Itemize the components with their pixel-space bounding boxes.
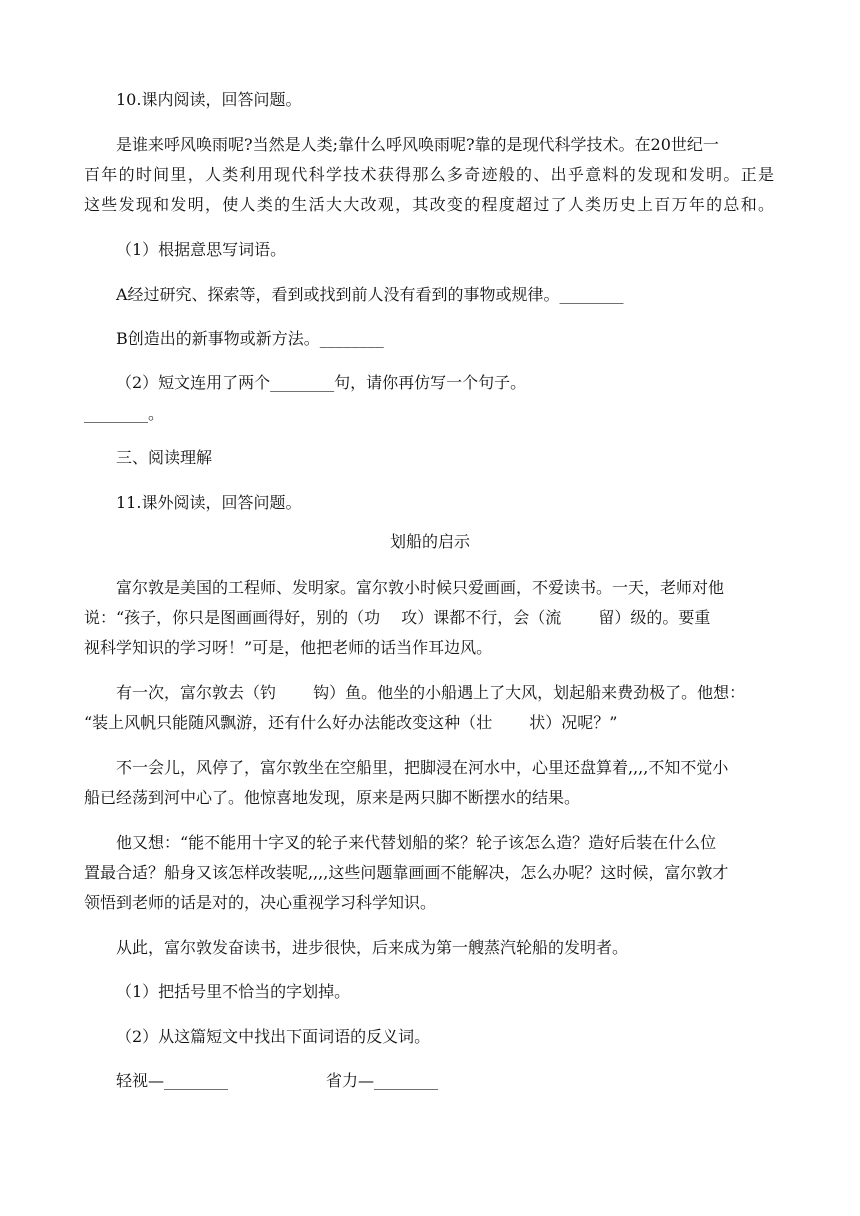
antonym-1: 轻视—________ (116, 1071, 229, 1090)
q11-p1-line-2: 说：“孩子，你只是图画画得好，别的（功 攻）课都不行，会（流 留）级的。要重 (84, 608, 711, 627)
q10-passage-line-1: 是谁来呼风唤雨呢?当然是人类;靠什么呼风唤雨呢?靠的是现代科学技术。在20世纪一 (116, 135, 719, 154)
q11-p4-line-3: 领悟到老师的话是对的，决心重视学习科学知识。 (84, 893, 437, 912)
q10-heading: 10.课内阅读，回答问题。 (116, 90, 302, 109)
q11-p4-line-1: 他又想：“能不能用十字叉的轮子来代替划船的桨？轮子该怎么造？造好后装在什么位 (116, 833, 717, 852)
section-3-heading: 三、阅读理解 (116, 448, 213, 467)
q11-p2-line-2: “装上风帆只能随风飘游，还有什么好办法能改变这种（壮 状）况呢？” (84, 713, 618, 732)
q11-heading: 11.课外阅读，回答问题。 (116, 493, 302, 512)
q11-p1-line-3: 视科学知识的学习呀！”可是，他把老师的话当作耳边风。 (84, 638, 493, 657)
q10-sub1-a: A经过研究、探索等，看到或找到前人没有看到的事物或规律。________ (116, 285, 624, 304)
q10-passage-line-3: 这些发现和发明，使人类的生活大大改观，其改变的程度超过了人类历史上百万年的总和。 (84, 195, 774, 214)
q11-p5: 从此，富尔敦发奋读书，进步很快，后来成为第一艘蒸汽轮船的发明者。 (116, 938, 629, 957)
q10-sub1: （1）根据意思写词语。 (116, 240, 287, 259)
q10-sub2: （2）短文连用了两个________句，请你再仿写一个句子。 (116, 373, 527, 392)
q11-title: 划船的启示 (389, 532, 470, 551)
q10-sub1-b: B创造出的新事物或新方法。________ (116, 329, 384, 348)
q11-p1-line-1: 富尔敦是美国的工程师、发明家。富尔敦小时候只爱画画，不爱读书。一天，老师对他 (116, 578, 725, 597)
q11-p3-line-1: 不一会儿，风停了，富尔敦坐在空船里，把脚浸在河水中，心里还盘算着,,,,不知不觉小 (116, 758, 729, 777)
q11-p3-line-2: 船已经荡到河中心了。他惊喜地发现，原来是两只脚不断摆水的结果。 (84, 788, 581, 807)
q11-sub1: （1）把括号里不恰当的字划掉。 (116, 982, 351, 1001)
q11-p4-line-2: 置最合适？船身又该怎样改装呢,,,,这些问题靠画画不能解决，怎么办呢？这时候，富尔敦才 (84, 863, 729, 882)
antonym-2: 省力—________ (326, 1071, 439, 1090)
q11-sub2: （2）从这篇短文中找出下面词语的反义词。 (116, 1027, 431, 1046)
q10-passage-line-2: 百年的时间里，人类利用现代科学技术获得那么多奇迹般的、出乎意料的发现和发明。正是 (84, 165, 774, 184)
q11-p2-line-1: 有一次，富尔敦去（钓 钩）鱼。他坐的小船遇上了大风，划起船来费劲极了。他想： (116, 683, 746, 702)
q10-sub2-blank: ________。 (84, 404, 165, 423)
